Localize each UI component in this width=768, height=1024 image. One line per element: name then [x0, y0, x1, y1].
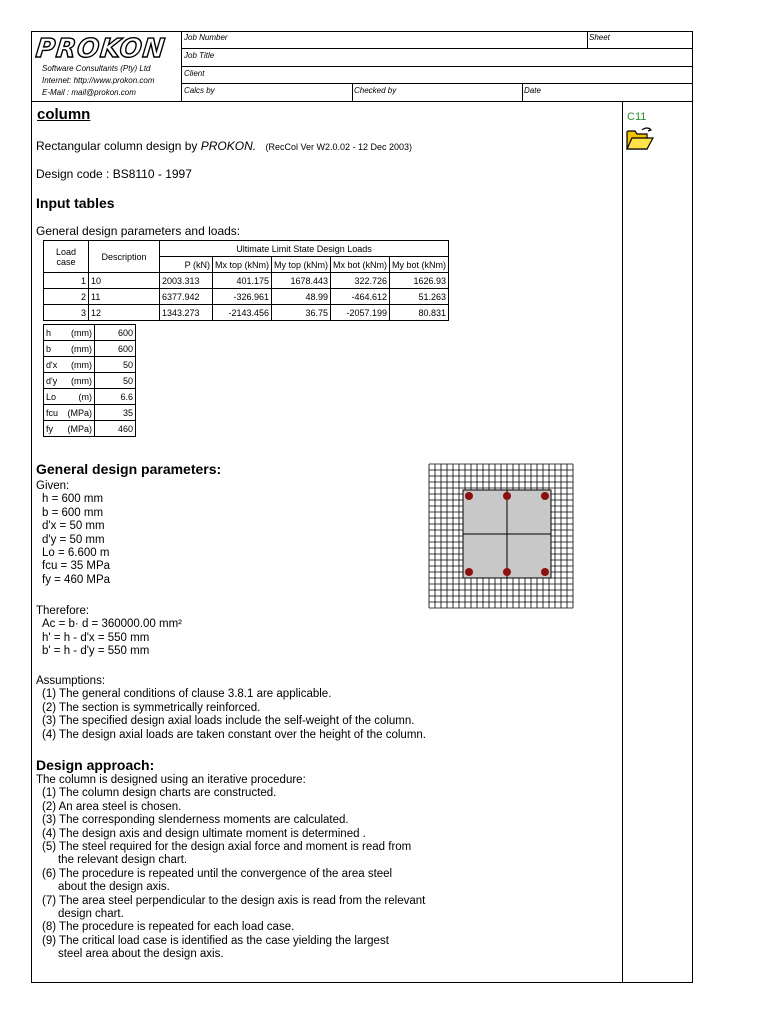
param-value: 600 — [95, 341, 136, 357]
assumption-line: (4) The design axial loads are taken constant over the height of the column. — [42, 728, 426, 741]
given-label: Given: — [36, 480, 70, 492]
cell: 48.99 — [272, 289, 331, 305]
cell: 6377.942 — [160, 289, 213, 305]
rebar — [503, 568, 511, 576]
intro-line — [36, 139, 412, 153]
company-email: E-Mail : mail@prokon.com — [42, 88, 136, 97]
margin-divider — [622, 102, 623, 983]
param-unit: (mm) — [71, 343, 92, 354]
col-header: P (kN) — [160, 257, 213, 273]
job-number-label: Job Number — [184, 33, 228, 42]
therefore-line: Ac = b· d = 360000.00 mm² — [42, 618, 182, 631]
approach-step: the relevant design chart. — [42, 854, 188, 867]
cell: 1343.273 — [160, 305, 213, 321]
rebar — [465, 492, 473, 500]
intro-version: (RecCol Ver W2.0.02 - 12 Dec 2003) — [265, 142, 413, 152]
cell: 36.75 — [272, 305, 331, 321]
param-value: 50 — [95, 357, 136, 373]
approach-step: (8) The procedure is repeated for each load case. — [42, 921, 295, 934]
loads-table — [43, 240, 449, 321]
approach-step: (5) The steel required for the design axial force and moment is read from — [42, 841, 412, 854]
approach-step: (9) The critical load case is identified as the case yielding the largest — [42, 934, 389, 947]
cell: 80.831 — [390, 305, 449, 321]
header-divider — [182, 66, 692, 67]
col-header: My bot (kNm) — [390, 257, 449, 273]
loads-caption: General design parameters and loads: — [36, 224, 241, 238]
folder-open-icon[interactable] — [625, 126, 655, 157]
client-label: Client — [184, 69, 205, 78]
param-name: h — [46, 327, 52, 338]
param-unit: (mm) — [71, 375, 92, 386]
col-group-header: Ultimate Limit State Design Loads — [160, 241, 449, 257]
cell: 2 — [44, 289, 89, 305]
therefore-block — [36, 605, 182, 659]
cell: 1 — [44, 273, 89, 289]
rebar — [503, 492, 511, 500]
param-row — [44, 389, 136, 405]
param-name: d'y — [46, 375, 58, 386]
header-divider — [32, 101, 692, 102]
cell: 1626.93 — [390, 273, 449, 289]
table-row — [44, 305, 449, 321]
header-divider — [522, 83, 523, 101]
header-divider — [587, 32, 588, 48]
cell: -326.961 — [213, 289, 272, 305]
cell: 3 — [44, 305, 89, 321]
cell: 11 — [89, 289, 160, 305]
param-name: fy — [46, 423, 54, 434]
param-row — [44, 357, 136, 373]
param-unit: (MPa) — [67, 423, 92, 434]
col-description: Description — [89, 241, 160, 273]
rebar — [541, 492, 549, 500]
page-title: column — [37, 106, 91, 123]
col-header: Mx bot (kNm) — [331, 257, 390, 273]
header-divider — [182, 48, 692, 49]
cell: 401.175 — [213, 273, 272, 289]
param-name: d'x — [46, 359, 58, 370]
input-tables-heading: Input tables — [36, 195, 115, 211]
prokon-logo: PROKON — [34, 34, 168, 64]
company-logo-block — [32, 32, 182, 102]
col-load-case: Load case — [44, 241, 89, 273]
given-line: d'x = 50 mm — [42, 520, 105, 533]
approach-step: (6) The procedure is repeated until the convergence of the area steel — [42, 867, 393, 880]
date-label: Date — [524, 86, 541, 95]
approach-step: (2) An area steel is chosen. — [42, 800, 182, 813]
assumption-line: (1) The general conditions of clause 3.8.1 are applicable. — [42, 688, 332, 701]
sheet-label: Sheet — [589, 33, 610, 42]
column-cross-section — [427, 462, 577, 614]
intro-program: PROKON. — [200, 139, 257, 153]
assumptions-block — [36, 675, 426, 742]
approach-block — [36, 774, 425, 962]
param-name: fcu — [46, 407, 59, 418]
param-name: Lo — [46, 391, 57, 402]
intro-prefix: Rectangular column design by — [36, 139, 201, 153]
param-value: 6.6 — [95, 389, 136, 405]
rebar — [465, 568, 473, 576]
report-page — [31, 31, 693, 983]
approach-step: (7) The area steel perpendicular to the design axis is read from the relevant — [42, 894, 426, 907]
given-line: fcu = 35 MPa — [42, 560, 111, 573]
job-title-label: Job Title — [184, 51, 215, 60]
param-unit: (mm) — [71, 327, 92, 338]
rebar — [541, 568, 549, 576]
given-block — [36, 480, 110, 587]
company-internet: Internet: http://www.prokon.com — [42, 76, 155, 85]
given-line: b = 600 mm — [42, 506, 104, 519]
module-code: C11 — [627, 111, 647, 123]
checked-by-label: Checked by — [354, 86, 397, 95]
cell: 10 — [89, 273, 160, 289]
given-line: h = 600 mm — [42, 493, 104, 506]
company-name: Software Consultants (Pty) Ltd — [42, 64, 151, 73]
param-row — [44, 341, 136, 357]
param-value: 600 — [95, 325, 136, 341]
col-header: My top (kNm) — [272, 257, 331, 273]
param-value: 35 — [95, 405, 136, 421]
table-row — [44, 289, 449, 305]
param-value: 460 — [95, 421, 136, 437]
approach-step: (3) The corresponding slenderness moments are calculated. — [42, 814, 349, 827]
cell: 51.263 — [390, 289, 449, 305]
param-unit: (m) — [78, 391, 92, 402]
col-header: Mx top (kNm) — [213, 257, 272, 273]
cell: 1678.443 — [272, 273, 331, 289]
assumption-line: (3) The specified design axial loads include the self-weight of the column. — [42, 715, 415, 728]
cell: 2003.313 — [160, 273, 213, 289]
param-row — [44, 405, 136, 421]
param-row — [44, 373, 136, 389]
table-row — [44, 273, 449, 289]
given-line: Lo = 6.600 m — [42, 547, 110, 560]
cell: -464.612 — [331, 289, 390, 305]
approach-step: (4) The design axis and design ultimate moment is determined . — [42, 827, 366, 840]
approach-step: about the design axis. — [42, 881, 170, 894]
param-unit: (mm) — [71, 359, 92, 370]
given-line: fy = 460 MPa — [42, 573, 111, 586]
assumption-line: (2) The section is symmetrically reinforced. — [42, 701, 261, 714]
given-line: d'y = 50 mm — [42, 533, 105, 546]
therefore-line: b' = h - d'y = 550 mm — [42, 645, 150, 658]
approach-step: design chart. — [42, 908, 124, 921]
assumptions-label: Assumptions: — [36, 675, 106, 687]
header-divider — [182, 83, 692, 84]
approach-step: steel area about the design axis. — [42, 948, 224, 961]
header-divider — [352, 83, 353, 101]
cell: 322.726 — [331, 273, 390, 289]
approach-heading: Design approach: — [36, 757, 155, 773]
param-value: 50 — [95, 373, 136, 389]
calcs-by-label: Calcs by — [184, 86, 215, 95]
param-row — [44, 421, 136, 437]
param-unit: (MPa) — [67, 407, 92, 418]
therefore-line: h' = h - d'x = 550 mm — [42, 631, 150, 644]
params-table — [43, 324, 136, 437]
param-name: b — [46, 343, 52, 354]
approach-step: (1) The column design charts are constructed. — [42, 787, 277, 800]
cell: -2143.456 — [213, 305, 272, 321]
therefore-label: Therefore: — [36, 605, 90, 617]
param-row — [44, 325, 136, 341]
design-code: Design code : BS8110 - 1997 — [36, 167, 192, 181]
approach-intro: The column is designed using an iterative procedure: — [36, 774, 306, 786]
cell: 12 — [89, 305, 160, 321]
cell: -2057.199 — [331, 305, 390, 321]
general-heading: General design parameters: — [36, 461, 222, 477]
